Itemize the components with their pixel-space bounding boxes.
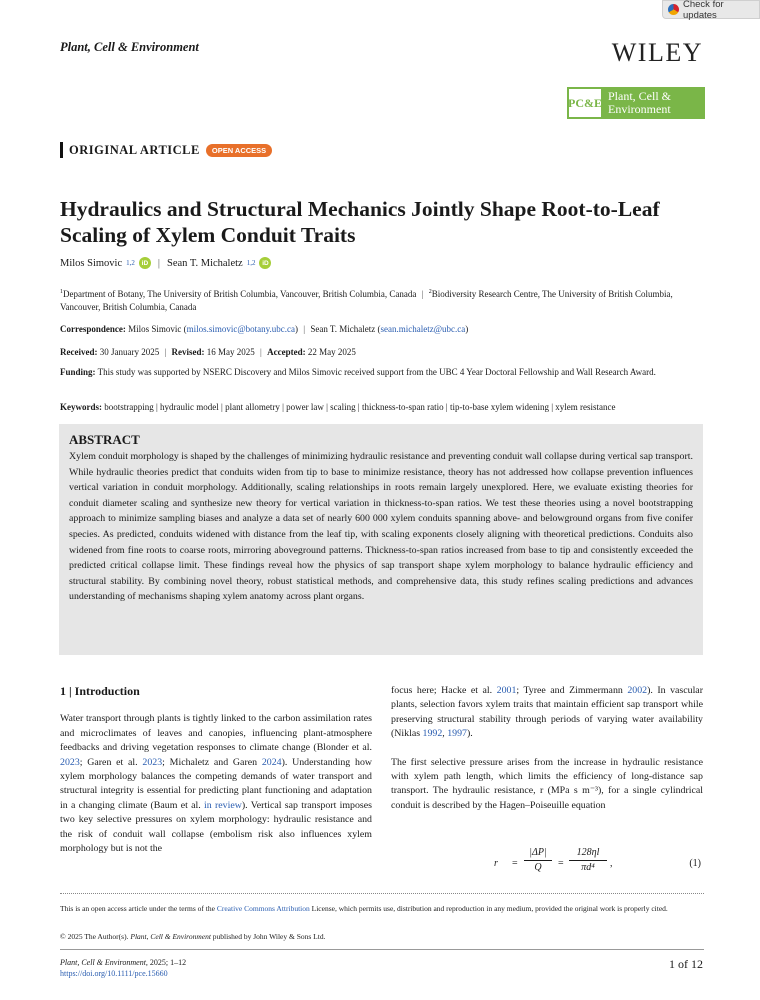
citation-link[interactable]: 2024 (261, 756, 282, 768)
correspondence: Correspondence: Milos Simovic (milos.simovic@botany.ubc.ca) | Sean T. Michaletz (sean.michaletz@ubc.ca) (60, 324, 469, 334)
equation-1: r = $\frac{|\Delta P|}{Q}$ = $\frac{128\eta l}{\text{πd⁴}}$ , (1) (494, 847, 701, 873)
citation-link[interactable]: in review (204, 799, 242, 811)
section-heading: 1 | Introduction (60, 684, 140, 698)
check-for-updates-label: Check for updates (683, 0, 724, 21)
author-name: Sean T. Michaletz (167, 257, 243, 269)
citation-link[interactable]: 2001 (496, 685, 517, 696)
citation-link[interactable]: 2023 (60, 756, 80, 768)
publisher-logo: WILEY (611, 38, 703, 67)
funding: Funding: This study was supported by NSERC Discovery and Milos Simovic received support from the UBC 4 Year Doctoral Fellowship and Wall Research Award. (60, 367, 656, 377)
abstract-heading: ABSTRACT (69, 432, 140, 447)
pce-logo-icon: PC&E (567, 87, 603, 119)
body-paragraph: The first selective pressure arises from the increase in hydraulic resistance with xylem path length, which limits the efficiency of long-distance sap transport. The hydraulic resistance, r (MPa s m⁻³), for a single cylindrical conduit is described by the Hagen–Poiseuille equation (391, 756, 703, 811)
abstract (59, 424, 703, 655)
crossmark-icon (668, 4, 679, 15)
citation-link[interactable]: 2023 (142, 756, 163, 768)
open-access-badge: OPEN ACCESS (206, 144, 272, 157)
body-column-right (391, 684, 703, 827)
orcid-icon[interactable]: iD (139, 257, 151, 269)
affiliations: $^1$Department of Botany, The University of British Columbia, Vancouver, British Columbia, Canada | $^2$Biodiversity Research Centre, The University of British Columbia, Vancouver, British Columbia, Canada (60, 289, 673, 312)
body-paragraph: focus here; Hacke et al. 2001; Tyree and Zimmermann 2002). In vascular plants, selection favors xylem traits that maintain efficient sap transport while preserving structural stability through periods of varying water availability (Niklas 1992, 1997). (391, 685, 703, 740)
body-column-left (60, 684, 372, 870)
citation-link[interactable]: 2002 (627, 685, 648, 696)
author-name: Milos Simovic (60, 257, 123, 269)
abstract-text: Xylem conduit morphology is shaped by the challenges of minimizing hydraulic resistance and preventing conduit wall collapse during vertical sap transport. While hydraulic theories predict that conduits widen from tip to base to minimize resistance, theory has not addressed how collapse prevention influences vertical variation in conduit morphology. Additionally, scaling relationships in roots remain largely unexplored. Here, we evaluate existing theories for conduit diameter scaling and synthesize new theory for vertical variation in thickness-to-span ratios. We test these theories using a novel bootstrapping approach to minimize sampling biases and analyze a data set of nearly 600 000 xylem conduits spanning above- and belowground organs from five conifer species. As predicted, conduits widened with distance from the leaf tip, with scaling exponents closely aligning with theoretical predictions. Conduits also widened from fine roots to coarse roots, mirroring aboveground patterns. Thickness-to-span ratios increased from base to tip and consistently exceeded the predicted critical collapse limit. These findings reveal how the physics of sap transport shape xylem morphology to balance hydraulic efficiency and structural stability. By combining novel theory, robust statistical methods, and comprehensive data, this study refines scaling predictions and advances understanding of mechanisms shaping xylem anatomy across plant organs. (69, 451, 693, 603)
author-list: Milos Simovic 1,2 iD | Sean T. Michaletz 1,2 iD (60, 257, 271, 269)
check-for-updates-button[interactable] (662, 0, 760, 19)
doi-link[interactable]: https://doi.org/10.1111/pce.15660 (60, 969, 168, 978)
equation-number: (1) (689, 858, 701, 869)
license-link[interactable]: Creative Commons Attribution (216, 904, 310, 913)
article-type-bar (60, 142, 63, 158)
email-link[interactable]: sean.michaletz@ubc.ca (380, 324, 466, 334)
page-number: 1 of 12 (669, 957, 703, 971)
copyright: © 2025 The Author(s). Plant, Cell & Environment published by John Wiley & Sons Ltd. (60, 932, 326, 941)
divider (60, 949, 704, 950)
citation-link[interactable]: 1992 (422, 728, 443, 740)
journal-name: Plant, Cell & Environment (60, 40, 199, 54)
orcid-icon[interactable]: iD (259, 257, 271, 269)
article-title: Hydraulics and Structural Mechanics Jointly Shape Root-to-Leaf Scaling of Xylem Conduit Traits (60, 197, 660, 247)
article-dates: Received: 30 January 2025 | Revised: 16 May 2025 | Accepted: 22 May 2025 (60, 347, 356, 357)
journal-logo-text: Plant, Cell & Environment (603, 87, 705, 119)
email-link[interactable]: milos.simovic@botany.ubc.ca (186, 324, 296, 334)
article-type-label: ORIGINAL ARTICLE (69, 142, 200, 157)
divider (60, 893, 704, 894)
article-type (60, 142, 272, 158)
body-paragraph: Water transport through plants is tightly linked to the carbon assimilation rates and microclimates of leaves and canopies, influencing plant-atmosphere feedbacks and driving vegetation responses to climate change (Blonder et al. 2023; Garen et al. 2023; Michaletz and Garen 2024). Understanding how xylem morphology balances the competing demands of water transport and structural integrity is essential for predicting plant functioning and adaptation in a changing climate (Baum et al. in review). Vertical sap transport imposes two key selective pressures on xylem morphology: hydraulic resistance and the risk of conduit wall collapse (embolism risk also influences xylem morphology but is not the (60, 713, 373, 855)
keywords: Keywords: bootstrapping | hydraulic model | plant allometry | power law | scaling | thickness-to-span ratio | tip-to-base xylem widening | xylem resistance (60, 402, 616, 412)
citation-link[interactable]: 1997 (447, 728, 467, 740)
footer-citation: Plant, Cell & Environment, 2025; 1–12 https://doi.org/10.1111/pce.15660 (60, 958, 187, 978)
license-statement: This is an open access article under the terms of the Creative Commons Attribution License, which permits use, distribution and reproduction in any medium, provided the original work is properly cited. (60, 904, 668, 913)
journal-logo (567, 87, 705, 119)
